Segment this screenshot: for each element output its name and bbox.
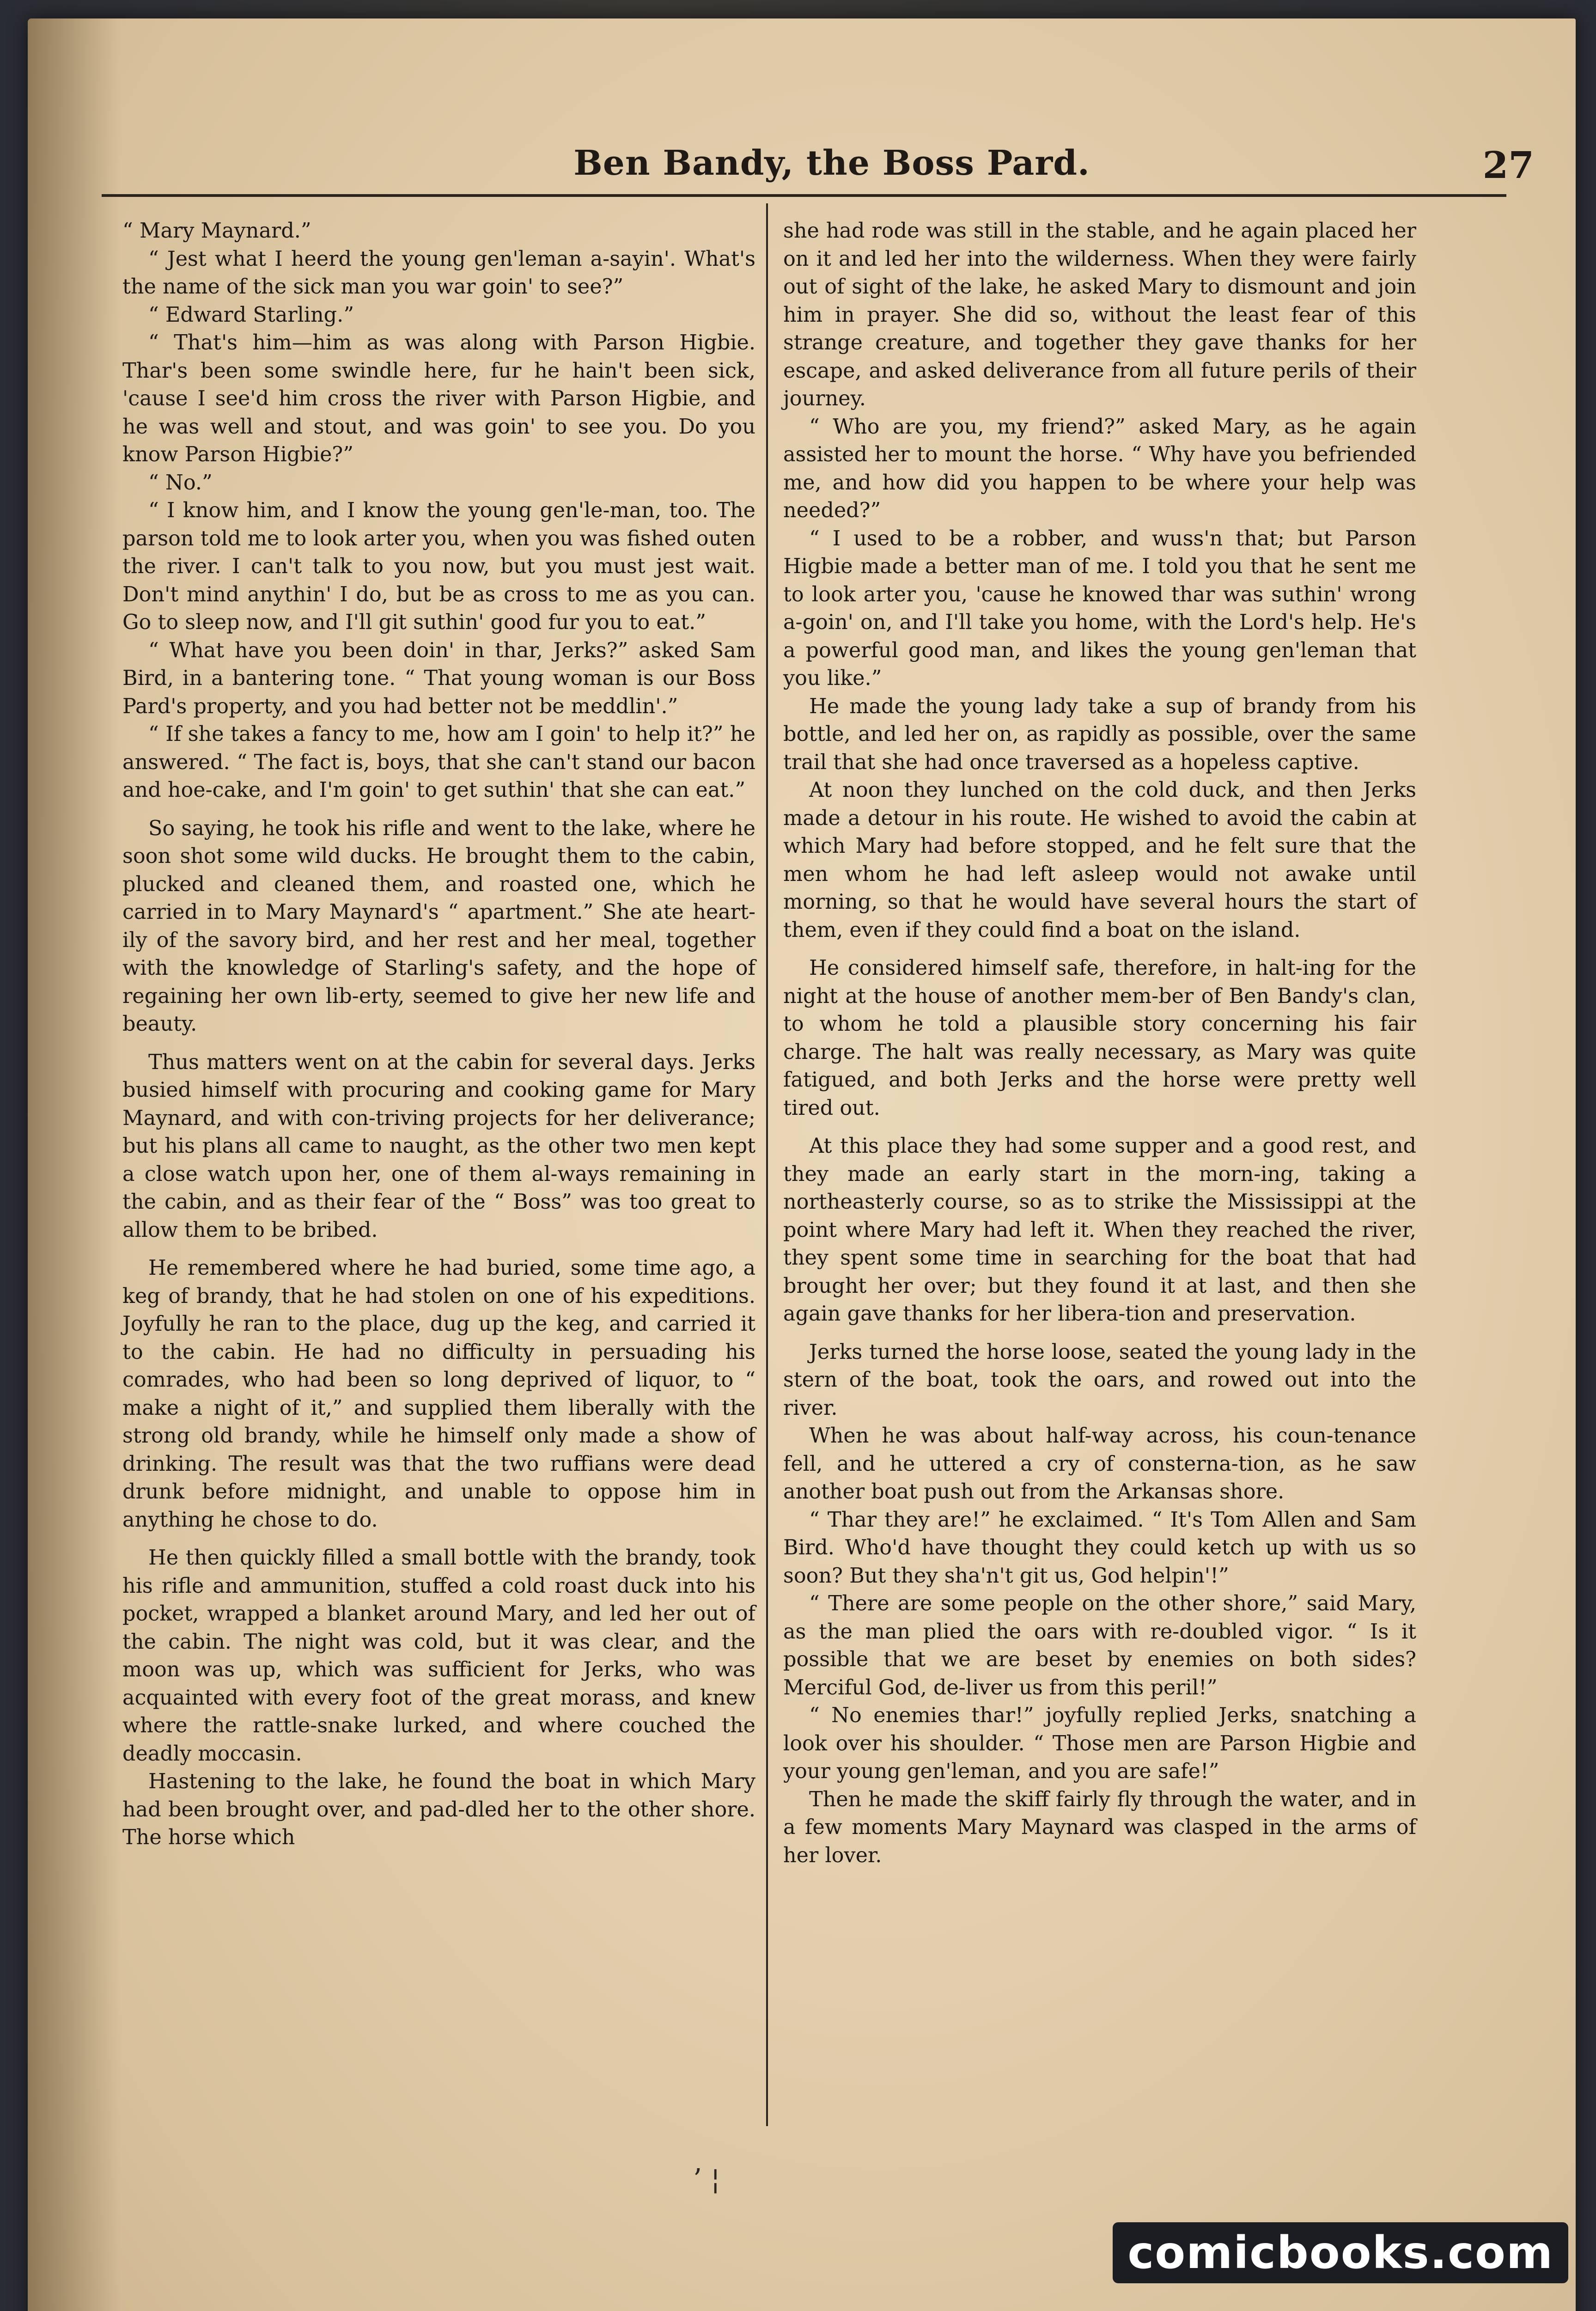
paragraph: He remembered where he had buried, some time ago, a keg of brandy, that he had stolen on one of his expeditions. Joyfully he ran to the place, dug up the keg, and carried it to the cabin. He had no difficulty in persuading his comrades, who had been so long deprived of liquor, to “ make a night of it,” and supplied them liberally with the strong old brandy, while he himself only made a show of drinking. The result was that the two ruffians were dead drunk before midnight, and unable to oppose him in anything he chose to do. — [122, 1256, 755, 1532]
paragraph: Jerks turned the horse loose, seated the young lady in the stern of the boat, took the oars, and rowed out into the river. — [783, 1340, 1416, 1420]
left-column — [122, 217, 755, 1852]
paragraph: He then quickly filled a small bottle with the brandy, took his rifle and ammunition, stuffed a cold roast duck into his pocket, wrapped a blanket around Mary, and led her out of the cabin. The night was cold, but it was clear, and the moon was up, which was sufficient for Jerks, who was acquainted with every foot of the great morass, and knew where the rattle-snake lurked, and where couched the deadly moccasin. — [122, 1546, 755, 1766]
paragraph: “ I used to be a robber, and wuss'n that; but Parson Higbie made a better man of me. I told you that he sent me to look arter you, 'cause he knowed thar was suthin' wrong a-goin' on, and I'll take you home, with the Lord's help. He's a powerful good man, and likes the young gen'leman that you like.” — [783, 526, 1416, 690]
paragraph: “ Jest what I heerd the young gen'leman a-sayin'. What's the name of the sick man you war goin' to see?” — [122, 247, 755, 299]
running-title: Ben Bandy, the Boss Pard. — [573, 143, 1090, 183]
page-header — [129, 143, 1534, 199]
watermark-logo: comicbooks.com — [1113, 2222, 1568, 2283]
page-number: 27 — [1482, 143, 1534, 187]
right-column — [783, 217, 1416, 1870]
paragraph: “ That's him—him as was along with Parson Higbie. Thar's been some swindle here, fur he hain't been sick, 'cause I see'd him cross the river with Parson Higbie, and he was well and stout, and was goin' to see you. Do you know Parson Higbie?” — [122, 331, 755, 466]
paragraph: “ If she takes a fancy to me, how am I goin' to help it?” he answered. “ The fact is, boys, that she can't stand our bacon and hoe-cake, and I'm goin' to get suthin' that she can eat.” — [122, 722, 755, 802]
footer-marks: ’ ¦ — [693, 2163, 720, 2195]
paragraph: “ What have you been doin' in thar, Jerks?” asked Sam Bird, in a bantering tone. “ That young woman is our Boss Pard's property, and you had better not be meddlin'.” — [122, 638, 755, 718]
paragraph: she had rode was still in the stable, and he again placed her on it and led her into the wilderness. When they were fairly out of sight of the lake, he asked Mary to dismount and join him in prayer. She did so, without the least fear of this strange creature, and together they gave thanks for her escape, and asked deliverance from all future perils of their journey. — [783, 219, 1416, 410]
paragraph: “ Thar they are!” he exclaimed. “ It's Tom Allen and Sam Bird. Who'd have thought they could ketch up with us so soon? But they sha'n't git us, God helpin'!” — [783, 1508, 1416, 1588]
paragraph: “ I know him, and I know the young gen'le-man, too. The parson told me to look arter you, when you was fished outen the river. I can't talk to you now, but you must jest wait. Don't mind anythin' I do, but be as cross to me as you can. Go to sleep now, and I'll git suthin' good fur you to eat.” — [122, 499, 755, 634]
paragraph: Thus matters went on at the cabin for several days. Jerks busied himself with procuring and cooking game for Mary Maynard, and with con-triving projects for her deliverance; but his plans all came to naught, as the other two men kept a close watch upon her, one of them al-ways remaining in the cabin, and as their fear of the “ Boss” was too great to allow them to be bribed. — [122, 1050, 755, 1242]
paragraph: Hastening to the lake, he found the boat in which Mary had been brought over, and pad-dled her to the other shore. The horse which — [122, 1770, 755, 1849]
paragraph: “ There are some people on the other shore,” said Mary, as the man plied the oars with re-doubled vigor. “ Is it possible that we are beset by enemies on both sides? Merciful God, de-liver us from this peril!” — [783, 1592, 1416, 1700]
paragraph: “ Mary Maynard.” — [122, 219, 311, 243]
header-rule — [102, 194, 1506, 197]
paragraph: “ No enemies thar!” joyfully replied Jerks, snatching a look over his shoulder. “ Those men are Parson Higbie and your young gen'leman, and you are safe!” — [783, 1704, 1416, 1783]
paragraph: At this place they had some supper and a good rest, and they made an early start in the morn-ing, taking a northeasterly course, so as to strike the Mississippi at the point where Mary had left it. When they reached the river, they spent some time in searching for the boat that had brought her over; but they found it at last, and then she again gave thanks for her libera-tion and preservation. — [783, 1134, 1416, 1326]
column-divider — [766, 203, 768, 2126]
paragraph: When he was about half-way across, his coun-tenance fell, and he uttered a cry of consterna-tion, as he saw another boat push out from the Arkansas shore. — [783, 1424, 1416, 1504]
paragraph: “ Edward Starling.” — [148, 303, 354, 327]
paragraph: “ Who are you, my friend?” asked Mary, as he again assisted her to mount the horse. “ Why have you befriended me, and how did you happen to be where your help was needed?” — [783, 415, 1416, 522]
paragraph: Then he made the skiff fairly fly through the water, and in a few moments Mary Maynard was clasped in the arms of her lover. — [783, 1787, 1416, 1867]
paragraph: He considered himself safe, therefore, in halt-ing for the night at the house of another mem-ber of Ben Bandy's clan, to whom he told a plausible story concerning his fair charge. The halt was really necessary, as Mary was quite fatigued, and both Jerks and the horse were pretty well tired out. — [783, 956, 1416, 1120]
paragraph: He made the young lady take a sup of brandy from his bottle, and led her on, as rapidly as possible, over the same trail that she had once traversed as a hopeless captive. — [783, 694, 1416, 774]
paragraph: “ No.” — [148, 471, 213, 495]
paragraph: So saying, he took his rifle and went to the lake, where he soon shot some wild ducks. He brought them to the cabin, plucked and cleaned them, and roasted one, which he carried in to Mary Maynard's “ apartment.” She ate heart-ily of the savory bird, and her rest and her meal, together with the knowledge of Starling's safety, and the hope of regaining her own lib-erty, seemed to give her new life and beauty. — [122, 816, 755, 1036]
paragraph: At noon they lunched on the cold duck, and then Jerks made a detour in his route. He wished to avoid the cabin at which Mary had before stopped, and he felt sure that the men whom he had left asleep would not awake until morning, so that he would have several hours the start of them, even if they could find a boat on the island. — [783, 778, 1416, 942]
